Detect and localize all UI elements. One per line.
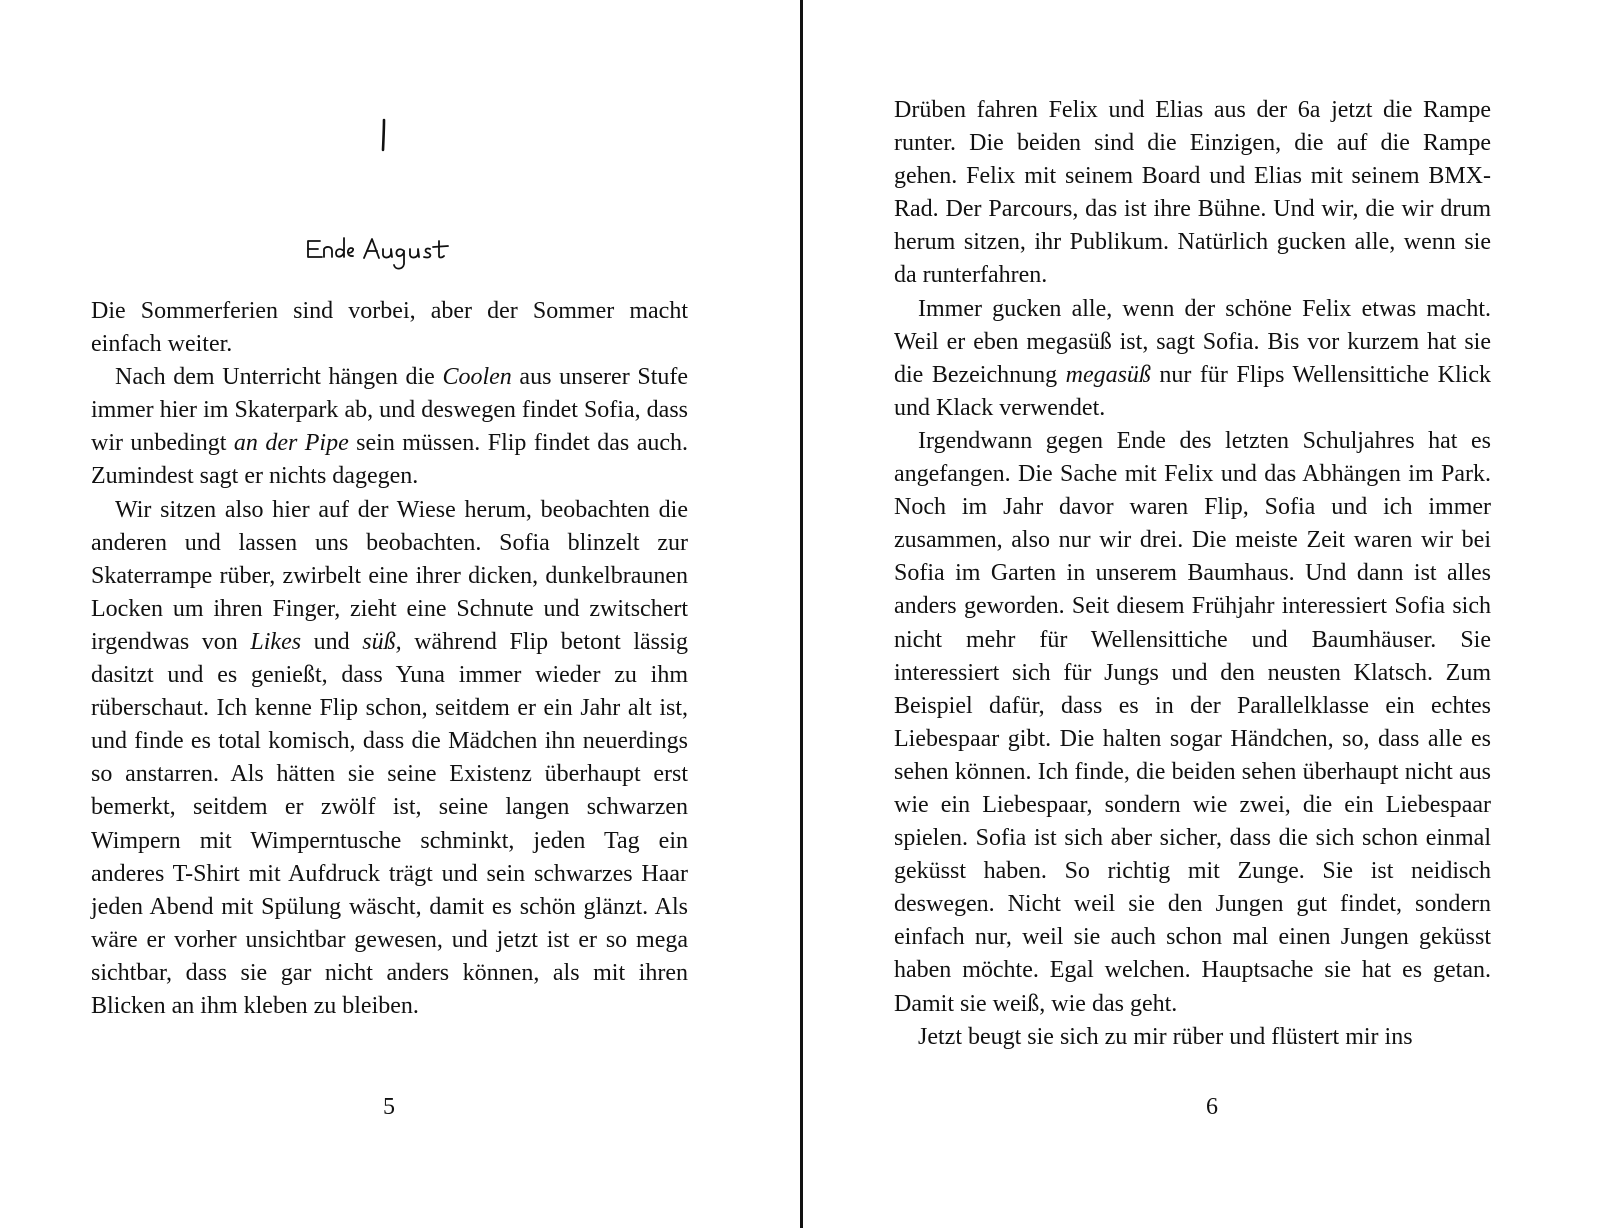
text-run: Drüben fahren Felix und Elias aus der 6a jetzt die Rampe runter. Die beiden sind die Einzigen, die auf die Rampe gehen. Felix mit seinem Board und Elias mit seinem BMX-Rad. Der Parcours, das ist ihre Bühne. Und wir, die wir drum herum sitzen, ihr Publikum. Natürlich gucken alle, wenn sie da runterfahren. bbox=[894, 97, 1491, 289]
italic-text: Coolen bbox=[442, 364, 512, 391]
page-number-right: 6 bbox=[1206, 1094, 1218, 1120]
paragraph bbox=[894, 293, 1491, 425]
text-run: während Flip betont lässig dasitzt und es genießt, dass Yuna immer wieder zu ihm rüberschaut. Ich kenne Flip schon, seitdem er ein Jahr alt ist, und finde es total komisch, dass die Mädchen ihn neuerdings so anstarren. Als hätten sie seine Existenz überhaupt erst bemerkt, seitdem er zwölf ist, seine langen schwarzen Wimpern mit Wimperntusche schminkt, jeden Tag ein anderes T-Shirt mit Aufdruck trägt und sein schwarzes Haar jeden Abend mit Spülung wäscht, damit es schön glänzt. Als wäre er vorher unsichtbar gewesen, und jetzt ist er so mega sichtbar, dass sie gar nicht anders können, als mit ihren Blicken an ihm kleben zu bleiben. bbox=[91, 628, 688, 1019]
text-run: Irgendwann gegen Ende des letzten Schuljahres hat es angefangen. Die Sache mit Felix und das Abhängen im Park. Noch im Jahr davor waren Flip, Sofia und ich immer zusammen, also nur wir drei. Die meiste Zeit waren wir bei Sofia im Garten in unserem Baumhaus. Und dann ist alles anders geworden. Seit diesem Frühjahr interessiert Sofia sich nicht mehr für Wellensittiche und Baumhäuser. Sie interessiert sich für Jungs und den neusten Klatsch. Zum Beispiel dafür, dass es in der Parallelklasse ein echtes Liebespaar gibt. Die halten sogar Händchen, so, dass alle es sehen können. Ich finde, die beiden sehen überhaupt nicht aus wie ein Liebespaar, sondern wie zwei, die ein Liebespaar spielen. Sofia ist sich aber sicher, dass die sich schon einmal geküsst haben. So richtig mit Zunge. Sie ist neidisch deswegen. Nicht weil sie den Jungen gut findet, sondern einfach nur, weil sie auch schon mal einen Jungen geküsst haben möchte. Egal welchen. Hauptsache sie hat es getan. Damit sie weiß, wie das geht. bbox=[894, 427, 1491, 1017]
text-run: Immer gucken alle, wenn der schöne Felix etwas macht. Weil er eben megasüß ist, sagt Sofia. Bis vor kurzem hat sie die Bezeichnung bbox=[894, 295, 1491, 388]
text-run: sein müssen. Flip findet das auch. Zumindest sagt er nichts dagegen. bbox=[91, 430, 688, 490]
left-body-text bbox=[91, 295, 688, 1023]
right-page bbox=[803, 0, 1600, 1228]
text-run: Wir sitzen also hier auf der Wiese herum, beobachten die anderen und lassen uns beobachten. Sofia blinzelt zur Skaterrampe rüber, zwirbelt eine ihrer dicken, dunkelbraunen Locken um ihren Finger, zieht eine Schnute und zwitschert irgendwas von bbox=[91, 496, 688, 655]
text-run: nur für Flips Wellensittiche Klick und Klack verwendet. bbox=[894, 361, 1492, 421]
italic-text: Likes bbox=[250, 628, 302, 655]
paragraph bbox=[894, 425, 1491, 1021]
text-run: und bbox=[301, 628, 363, 655]
text-run: Die Sommerferien sind vorbei, aber der Sommer macht einfach weiter. bbox=[91, 298, 688, 358]
text-run: aus unserer Stufe immer hier im Skaterpark ab, und deswegen findet Sofia, dass wir unbedingt bbox=[91, 364, 689, 457]
chapter-number-handwritten bbox=[370, 118, 400, 152]
chapter-title-handwritten bbox=[300, 228, 475, 276]
paragraph bbox=[894, 94, 1491, 293]
text-run: Nach dem Unterricht hängen die bbox=[115, 364, 443, 391]
text-run: Jetzt beugt sie sich zu mir rüber und flüstert mir ins bbox=[918, 1023, 1413, 1050]
italic-text: megasüß bbox=[1065, 361, 1151, 388]
paragraph bbox=[91, 295, 688, 361]
italic-text: an der Pipe bbox=[233, 430, 349, 457]
paragraph bbox=[91, 361, 688, 493]
italic-text: süß, bbox=[362, 628, 402, 655]
paragraph bbox=[91, 494, 688, 1024]
page-number-left: 5 bbox=[383, 1094, 395, 1120]
right-body-text bbox=[894, 94, 1491, 1054]
paragraph bbox=[894, 1021, 1491, 1054]
